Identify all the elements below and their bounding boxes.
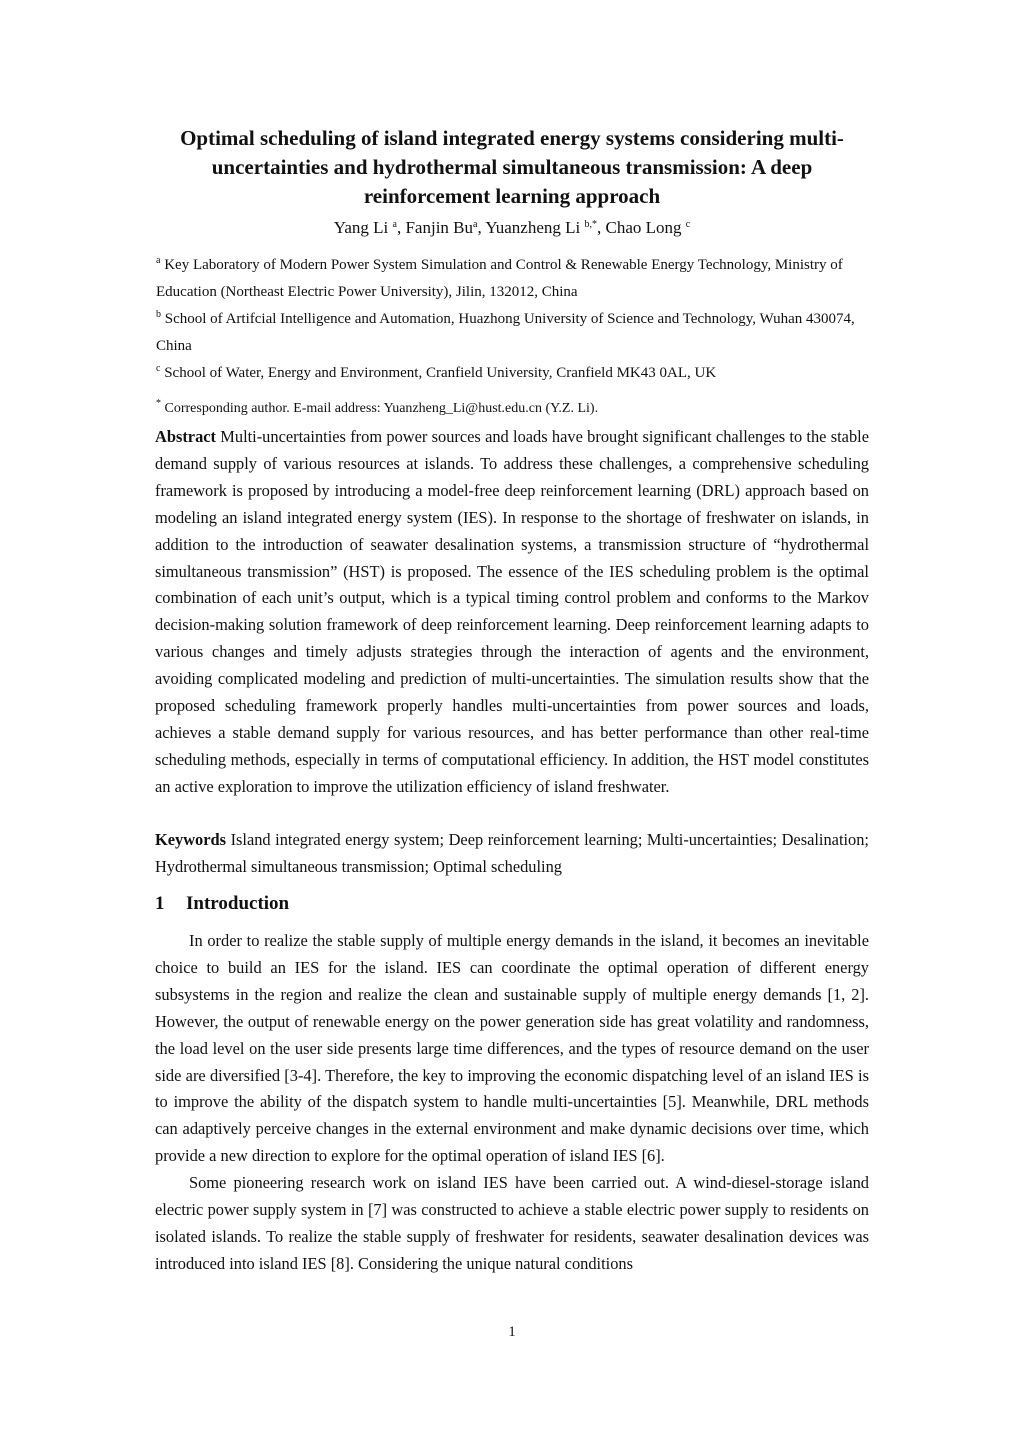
affiliation-text: Key Laboratory of Modern Power System Simulation and Control & Renewable Energy Technology, Ministry of Education (Northeast Electric Power University), Jilin, 132012, China: [156, 257, 843, 300]
keywords: [155, 827, 869, 881]
author-name: Yang Li: [333, 218, 389, 237]
affiliation-mark: a: [156, 255, 161, 266]
section-heading: [155, 890, 289, 918]
abstract-label: Abstract: [155, 427, 216, 446]
page-number: 1: [508, 1324, 516, 1340]
paper-title: Optimal scheduling of island integrated energy systems considering multi-uncertainties and hydrothermal simultaneous transmission: A deep reinforcement learning approach: [180, 126, 844, 208]
affiliation-text: School of Artifcial Intelligence and Automation, Huazhong University of Science and Technology, Wuhan 430074, China: [156, 311, 855, 354]
corresponding-author-note: [156, 398, 868, 420]
author-list: Yang Li $^a$, Fanjin Bu$^a$, Yuanzheng Li $^{b,*}$, Chao Long $^c$: [333, 218, 691, 237]
affiliation-mark: c: [156, 363, 161, 374]
section-number: 1: [155, 893, 165, 914]
affiliation-b: [156, 306, 868, 360]
author-affiliation-mark: a: [473, 219, 478, 230]
corresponding-mark: *: [156, 398, 161, 409]
abstract: [155, 424, 869, 801]
introduction-body: [155, 928, 869, 1278]
keywords-label: Keywords: [155, 830, 227, 849]
intro-paragraph: Some pioneering research work on island IES have been carried out. A wind-diesel-storage island electric power supply system in [7] was constructed to achieve a stable electric power supply to residents on isolated islands. To realize the stable supply of freshwater for residents, seawater desalination devices was introduced into island IES [8]. Considering the unique natural conditions: [155, 1173, 869, 1273]
author-affiliation-mark: c: [685, 219, 691, 230]
section-title: Introduction: [186, 893, 290, 914]
abstract-text: Multi-uncertainties from power sources and loads have brought significant challenges to the stable demand supply of various resources at islands. To address these challenges, a comprehensive scheduling framework is proposed by introducing a model-free deep reinforcement learning (DRL) approach based on modeling an island integrated energy system (IES). In response to the shortage of freshwater on islands, in addition to the introduction of seawater desalination systems, a transmission structure of “hydrothermal simultaneous transmission” (HST) is proposed. The essence of the IES scheduling problem is the optimal combination of each unit’s output, which is a typical timing control problem and conforms to the Markov decision-making solution framework of deep reinforcement learning. Deep reinforcement learning adapts to various changes and timely adjusts strategies through the interaction of agents and the environment, avoiding complicated modeling and prediction of multi-uncertainties. The simulation results show that the proposed scheduling framework properly handles multi-uncertainties from power sources and loads, achieves a stable demand supply for various resources, and has better performance than other real-time scheduling methods, especially in terms of computational efficiency. In addition, the HST model constitutes an active exploration to improve the utilization efficiency of island freshwater.: [155, 427, 869, 796]
corresponding-text: Corresponding author. E-mail address: Yuanzheng_Li@hust.edu.cn (Y.Z. Li).: [164, 401, 599, 416]
author-affiliation-mark: a: [392, 219, 397, 230]
affiliation-c: [156, 360, 868, 387]
author-name: Yuanzheng Li: [485, 218, 581, 237]
author-affiliation-mark: b,*: [584, 219, 597, 230]
affiliation-a: [156, 252, 868, 306]
affiliation-mark: b: [156, 309, 161, 320]
keywords-text: Island integrated energy system; Deep reinforcement learning; Multi-uncertainties; Desalination; Hydrothermal simultaneous transmission; Optimal scheduling: [155, 830, 869, 876]
author-name: Fanjin Bu: [405, 218, 474, 237]
author-name: Chao Long: [605, 218, 682, 237]
affiliation-text: School of Water, Energy and Environment, Cranfield University, Cranfield MK43 0AL, UK: [164, 365, 717, 381]
intro-paragraph: In order to realize the stable supply of multiple energy demands in the island, it becomes an inevitable choice to build an IES for the island. IES can coordinate the optimal operation of different energy subsystems in the region and realize the clean and sustainable supply of multiple energy demands [1, 2]. However, the output of renewable energy on the power generation side has great volatility and randomness, the load level on the user side presents large time differences, and the types of resource demand on the user side are diversified [3-4]. Therefore, the key to improving the economic dispatching level of an island IES is to improve the ability of the dispatch system to handle multi-uncertainties [5]. Meanwhile, DRL methods can adaptively perceive changes in the external environment and make dynamic decisions over time, which provide a new direction to explore for the optimal operation of island IES [6].: [155, 931, 869, 1166]
